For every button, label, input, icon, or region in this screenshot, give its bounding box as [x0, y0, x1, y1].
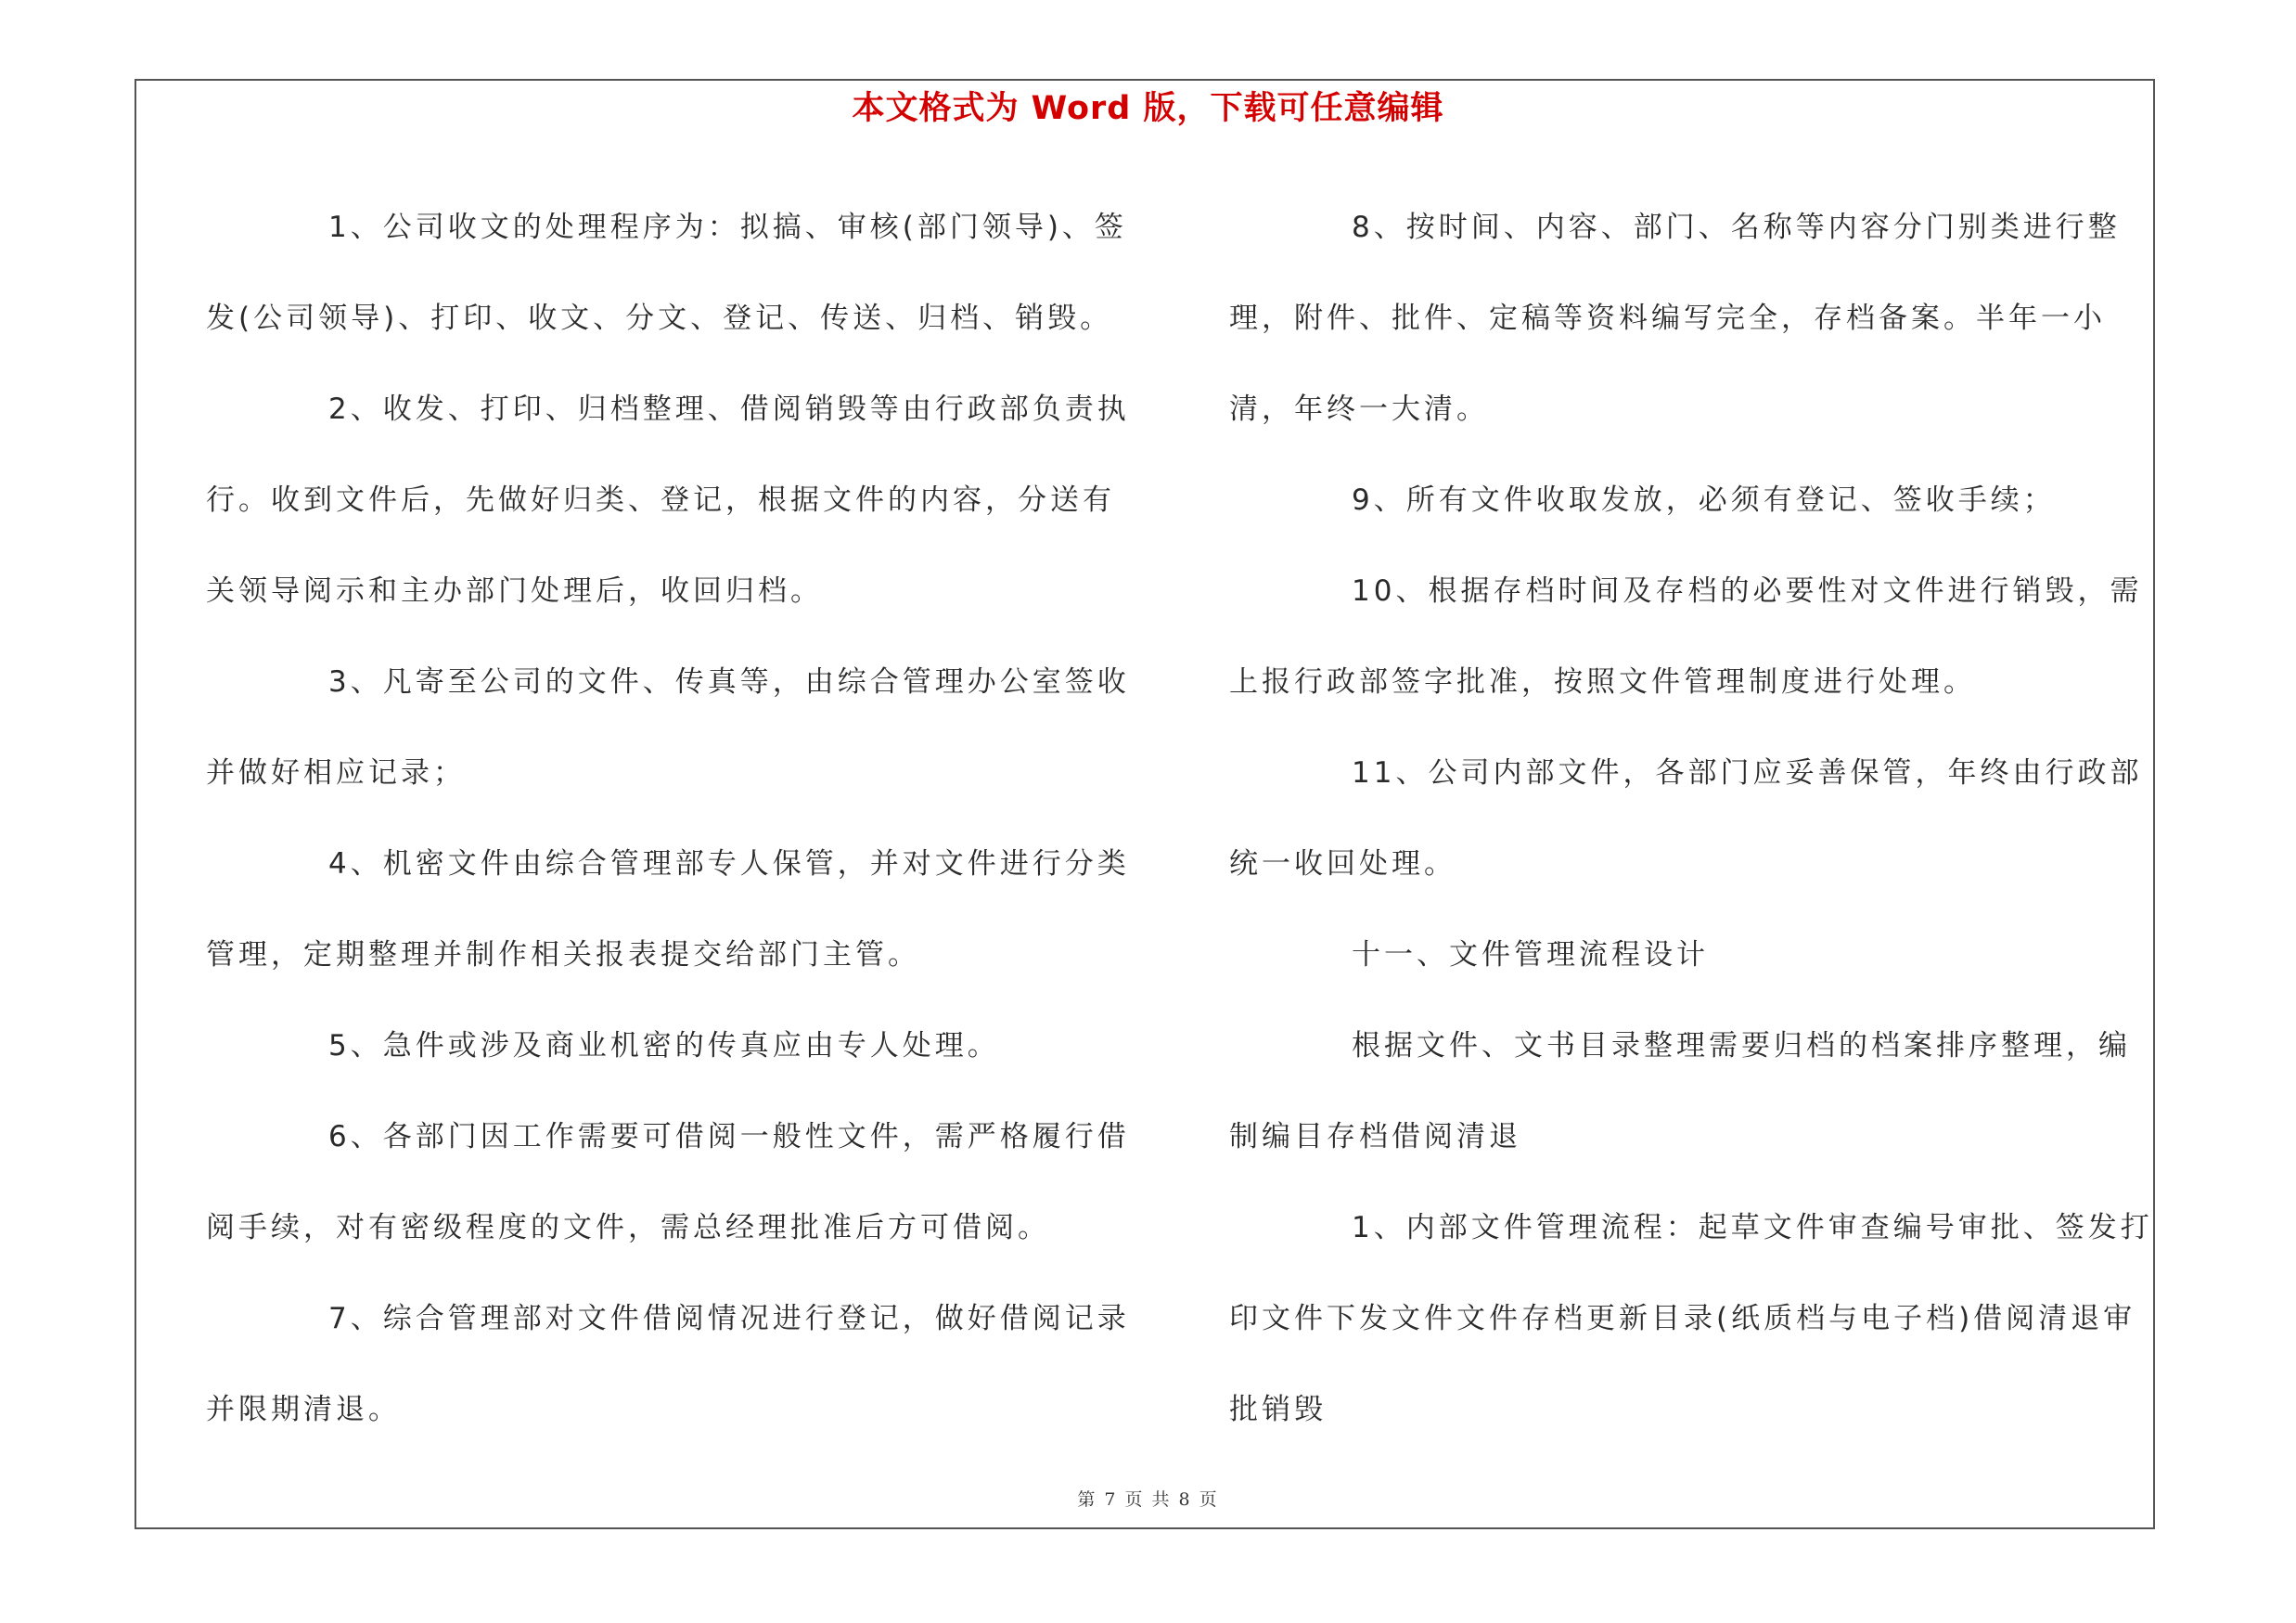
paragraph: 4、机密文件由综合管理部专人保管，并对文件进行分类管理，定期整理并制作相关报表提交给部门主管。: [206, 847, 1130, 972]
paragraph: 10、根据存档时间及存档的必要性对文件进行销毁，需上报行政部签字批准，按照文件管理制度进行处理。: [1229, 574, 2143, 699]
paragraph: 2、收发、打印、归档整理、借阅销毁等由行政部负责执行。收到文件后，先做好归类、登记，根据文件的内容，分送有关领导阅示和主办部门处理后，收回归档。: [206, 393, 1130, 608]
paragraph: 6、各部门因工作需要可借阅一般性文件，需严格履行借阅手续，对有密级程度的文件，需总经理批准后方可借阅。: [206, 1120, 1130, 1244]
right-text-column: [1229, 182, 2157, 1455]
paragraph: 3、凡寄至公司的文件、传真等，由综合管理办公室签收并做好相应记录；: [206, 665, 1130, 790]
paragraph: 7、综合管理部对文件借阅情况进行登记，做好借阅记录并限期清退。: [206, 1302, 1130, 1426]
paragraph: 11、公司内部文件，各部门应妥善保管，年终由行政部统一收回处理。: [1229, 756, 2143, 881]
paragraph: 5、急件或涉及商业机密的传真应由专人处理。: [328, 1029, 1000, 1063]
word-format-banner: 本文格式为 Word 版，下载可任意编辑: [852, 90, 1444, 127]
paragraph: 根据文件、文书目录整理需要归档的档案排序整理，编制编目存档借阅清退: [1229, 1029, 2131, 1153]
left-text-column: [206, 182, 1143, 1455]
section-heading: 十一、文件管理流程设计: [1352, 938, 1709, 972]
paragraph: 1、内部文件管理流程：起草文件审查编号审批、签发打印文件下发文件文件存档更新目录(纸质档与电子档)借阅清退审批销毁: [1229, 1211, 2153, 1426]
page-number-footer: 第 7 页 共 8 页: [1077, 1489, 1219, 1510]
paragraph: 8、按时间、内容、部门、名称等内容分门别类进行整理，附件、批件、定稿等资料编写完全，存档备案。半年一小清，年终一大清。: [1229, 211, 2121, 426]
paragraph: 9、所有文件收取发放，必须有登记、签收手续；: [1352, 483, 2056, 517]
paragraph: 1、公司收文的处理程序为：拟搞、审核(部门领导)、签发(公司领导)、打印、收文、分文、登记、传送、归档、销毁。: [206, 211, 1127, 335]
